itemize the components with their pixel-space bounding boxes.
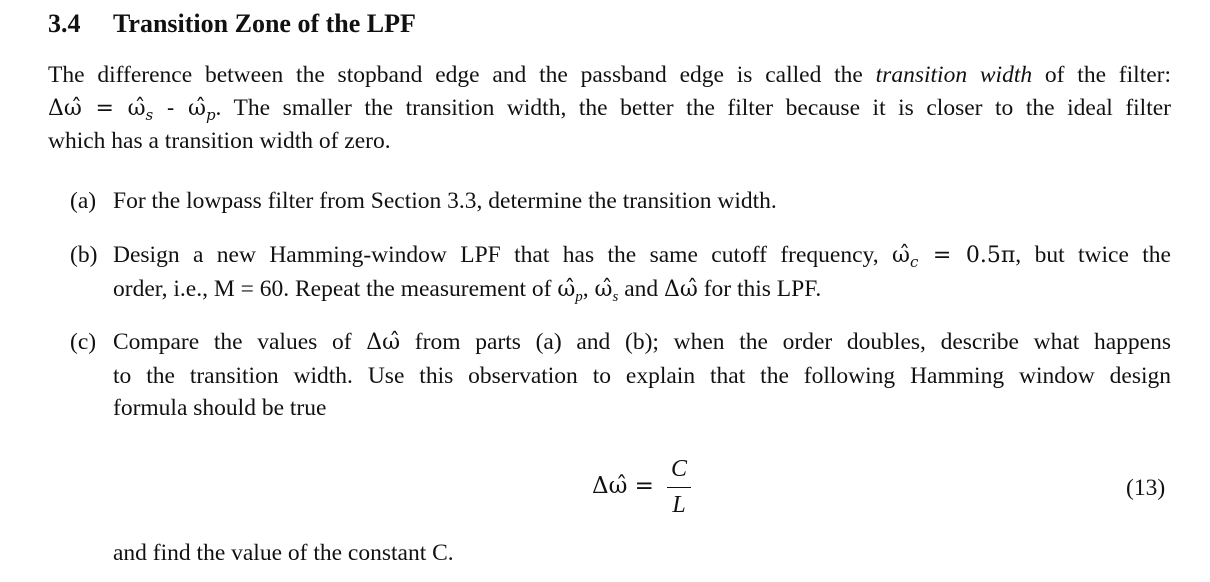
list-item-a	[70, 185, 1171, 218]
intro-line-2	[48, 92, 1171, 126]
subscript-s: s	[612, 288, 619, 305]
omega-hat: ω̂	[557, 276, 576, 302]
omega-hat: ω̂	[892, 243, 910, 268]
intro-text: . The smaller the transition width, the better the filter because it is closer to the ideal filter	[215, 94, 1171, 121]
item-line-1	[113, 326, 1171, 360]
item-label: (a)	[70, 188, 97, 214]
subscript-p: p	[575, 288, 583, 305]
item-label: (b)	[70, 242, 98, 268]
item-text: For the lowpass filter from Section 3.3, determine the transition width.	[113, 188, 777, 214]
list-item-b	[70, 239, 1171, 306]
formula-lhs: Δω̂ = ω̂	[48, 95, 146, 121]
equation-13	[590, 455, 700, 521]
section-heading	[48, 6, 416, 42]
item-body	[113, 326, 1171, 425]
delta-omega-hat: Δω̂	[366, 330, 401, 355]
item-line-1	[113, 239, 1171, 273]
fraction-denominator: L	[672, 492, 686, 518]
item-line-2	[113, 273, 1171, 307]
intro-line-3: which has a transition width of zero.	[48, 128, 391, 154]
separator: ,	[582, 275, 595, 302]
item-text: for this LPF.	[697, 275, 822, 302]
section-number: 3.4	[48, 9, 81, 38]
cutoff-frequency-math	[892, 243, 1016, 271]
cutoff-value: = 0.5π	[918, 243, 1016, 268]
equation-number: (13)	[1126, 475, 1166, 501]
item-text: order, i.e., M = 60. Repeat the measurement of	[113, 275, 558, 302]
item-label: (c)	[70, 329, 97, 355]
item-body	[113, 185, 1171, 218]
fraction-bar	[667, 487, 691, 488]
section-title: Transition Zone of the LPF	[113, 9, 416, 38]
item-line-2: to the transition width. Use this observation to explain that the following Hamming window design	[113, 362, 1171, 389]
subscript-c: c	[909, 253, 919, 271]
formula-minus: - ω̂	[153, 95, 206, 121]
omega-hat: ω̂	[594, 276, 613, 302]
intro-text: of the filter:	[1032, 62, 1172, 88]
item-text: Design a new Hamming-window LPF that has the same cutoff frequency,	[113, 242, 893, 268]
transition-width-formula	[48, 95, 216, 124]
item-line-3: formula should be true	[113, 395, 327, 421]
subscript-p: p	[205, 105, 216, 124]
intro-text: The difference between the stopband edge and the passband edge is called the	[48, 62, 876, 88]
item-body	[113, 239, 1171, 306]
transition-width-term: transition width	[875, 62, 1033, 88]
intro-paragraph	[48, 59, 1171, 158]
fraction-numerator: C	[670, 456, 687, 482]
subscript-s: s	[145, 105, 154, 124]
closing-text: and find the value of the constant C.	[113, 540, 454, 566]
item-text: Compare the values of	[113, 329, 367, 355]
intro-line-1	[48, 59, 1171, 92]
list-item-c	[70, 326, 1171, 425]
delta-omega-hat: Δω̂	[664, 276, 698, 302]
item-text: , but twice the	[1015, 242, 1171, 268]
equation-lhs: Δω̂ =	[592, 473, 654, 499]
item-text: from parts (a) and (b); when the order doubles, describe what happens	[400, 329, 1171, 355]
item-text: and	[618, 275, 664, 302]
